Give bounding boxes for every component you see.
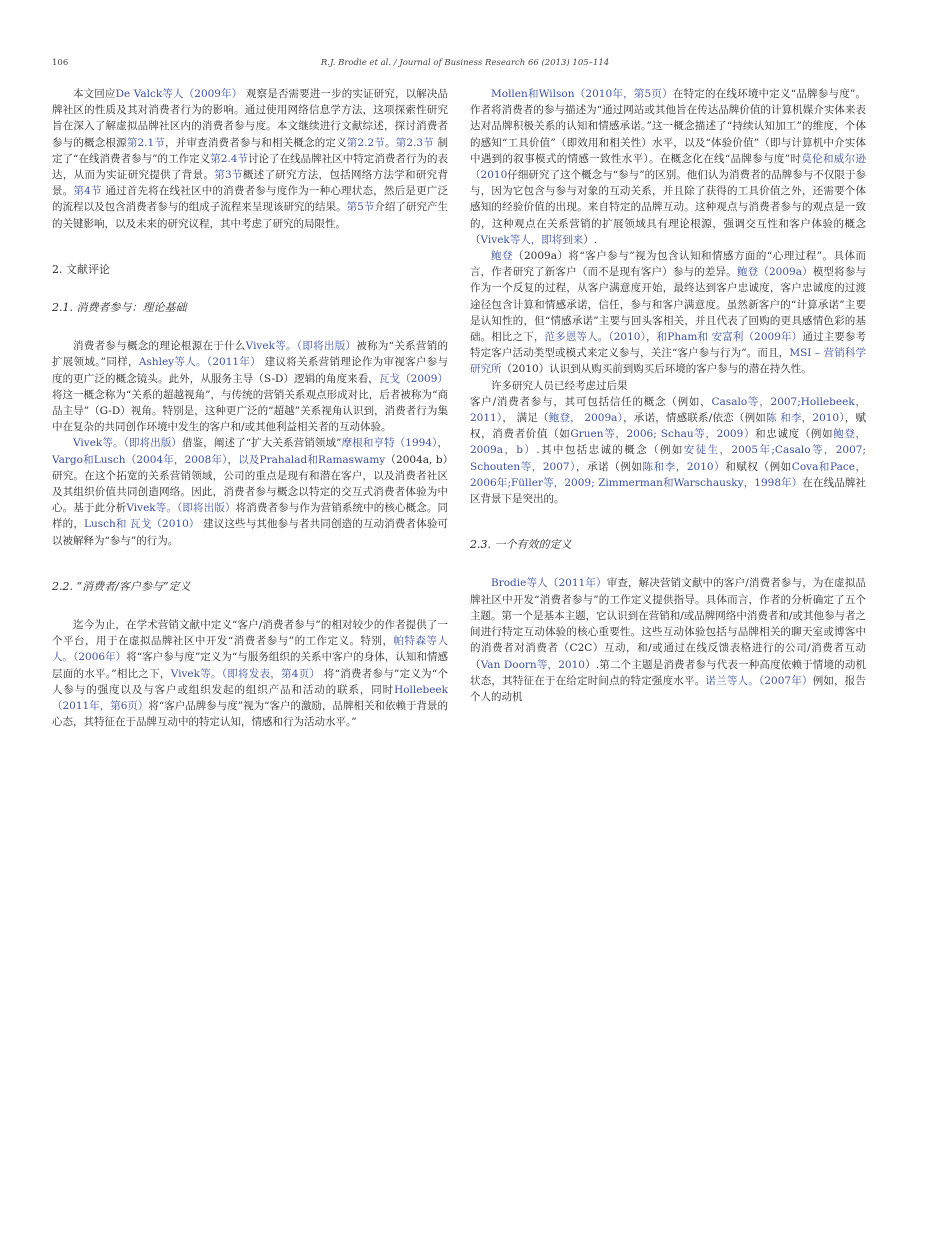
citation-link[interactable]: 第5节 xyxy=(346,201,375,214)
citation-link[interactable]: 莫伦和威尔逊（2010 xyxy=(470,152,866,182)
citation-link[interactable]: 和Pham和 安富利（2009年） xyxy=(656,331,803,344)
text-run: ）.第二个主题是消费者参与代表一种高度依赖于情境的动机状态，其特征在于在给定时间点的特定强度水平。 xyxy=(470,658,867,687)
citation-link[interactable]: 第2.1节 xyxy=(126,136,166,149)
subsection-heading-2-2: 2.2. “消费者/客户参与”定义 xyxy=(52,579,191,593)
citation-link[interactable]: De Valck等人（2009年） xyxy=(115,88,243,100)
text-run: 建议这些与其他参与者共同创造的互动消费者体验可以被解释为“参与”的行为。 xyxy=(52,518,449,547)
text-run: 在特定的在线环境中定义“品牌参与度”。作者将消费者的参与描述为“通过网站或其他旨在传达品牌价值的计算机媒介实体来表达对品牌积极关系的认知和情感承诺。”这一概念描述了“持续认知加工”的维度，个体的感知“工具价值”（即效用和相关性）水平，以及“体验价值”（即与计算机中介实体中遇到的叙事模式的情感一致性水平）。在概念化在线“品牌参与度”时 xyxy=(470,88,866,165)
paragraph-2-1-b xyxy=(52,435,448,548)
citation-link[interactable]: 以及Prahalad和Ramaswamy xyxy=(238,453,386,466)
text-run: 将这一概念称为“关系的超越视角”，与传统的营销关系观点形成对比，后者被称为“商品主导”（G-D）视角。特别是，这种更广泛的“超越”关系视角认识到，消费者行为集中在复杂的共同创作环境中发生的客户和/或其他利益相关者的互动体验。 xyxy=(52,388,448,434)
text-run: 将消费者参与作为营销系统中的核心概念。同样的， xyxy=(52,502,449,531)
citation-link[interactable]: 鲍登（2009a） xyxy=(736,266,813,279)
text-run: 迄今为止，在学术营销文献中定义“客户/消费者参与”的相对较少的作者提供了一个平台，用于在虚拟品牌社区中开发“消费者参与”的工作定义。特别， xyxy=(52,619,448,648)
text-run: 和忠诚度（例如 xyxy=(755,428,834,441)
text-run: 客户/消费者参与，其可包括信任的概念（例如， xyxy=(470,395,712,408)
text-run: 建议将关系营销理论作为审视客户参与度的更广泛的概念镜头。此外，从服务主导（S-D）逻辑的角度来看， xyxy=(52,356,448,385)
citation-link[interactable]: 范多恩等人。（2010） xyxy=(544,331,646,344)
text-run: 和赋权（例如 xyxy=(725,460,792,473)
citation-link[interactable]: 第2.2节 xyxy=(346,136,386,149)
citation-link[interactable]: Lusch和 瓦戈（2010） xyxy=(83,518,200,531)
paragraph-bowden xyxy=(470,248,866,378)
citation-link[interactable]: Vivek等人，即将到来 xyxy=(480,233,584,246)
citation-link[interactable]: Vivek等。（即将出版） xyxy=(245,340,357,353)
text-run: 概述了研究方法，包括网络方法学和研究背景。 xyxy=(52,169,448,198)
citation-link[interactable]: Vivek等。（即将出版） xyxy=(126,502,236,515)
paragraph-consequences-lead: 许多研究人员已经考虑过后果 xyxy=(491,379,628,392)
citation-link[interactable]: Mollen和Wilson（2010年，第5页） xyxy=(491,88,673,100)
text-run: 将“消费者参与”定义为“个人参与的强度以及与客户或组织发起的组织产品和活动的联系，同时 xyxy=(52,667,448,696)
paragraph-2-3 xyxy=(470,575,866,705)
text-run: 审查，解决营销文献中的客户/消费者参与，为在虚拟品牌社区中开发“消费者参与”的工作定义提供指导。具体而言，作者的分析确定了五个主题。第一个是基本主题，它认识到在营销和/或品牌网络中消费者和/或其他参与者之间进行特定互动体验的核心重要性。这些互动体验包括与品牌相关的聊天室或博客中的消费者对消费者（C2C）互动，和/或通过在线反馈表格进行的公司/消费者互动（ xyxy=(470,577,866,671)
citation-link[interactable]: Vivek等。（即将发表，第4页） xyxy=(170,667,321,680)
text-run: 。 xyxy=(385,136,396,149)
citation-link[interactable]: 第2.3节 xyxy=(395,136,434,149)
text-run: （2010）认识到从购买前到购买后环境的客户参与的潜在持久性。 xyxy=(501,363,812,376)
citation-link[interactable]: Hollebeek（2011年，第6页） xyxy=(52,683,448,713)
citation-link[interactable]: 第4节 xyxy=(73,185,102,198)
journal-citation: R.J. Brodie et al. / Journal of Business Research 66 (2013) 105–114 xyxy=(320,58,610,68)
text-run: （2009a）将“客户参与”视为包含认知和情感方面的“心理过程”。具体而言，作者研究了新客户（而不是现有客户）参与的差异。 xyxy=(470,250,867,279)
text-run: ， xyxy=(437,437,448,450)
text-run: 将“客户品牌参与度”视为“客户的激励，品牌相关和依赖于背景的心态，其特征在于品牌互动中的特定认知，情感和行为活动水平。” xyxy=(52,700,449,729)
text-run: ， 满足（ xyxy=(502,412,549,425)
citation-link[interactable]: Gruen等，2006; Schau等，2009） xyxy=(570,428,756,441)
text-run: （2004a, b）研究。在这个拓宽的关系营销领域，公司的重点是现有和潜在客户，以及消费者社区及其组织价值共同创造网络。因此，消费者参与概念以特定的交互式消费者体验为中心。基于此分析 xyxy=(52,453,448,515)
paragraph-2-1-a xyxy=(52,338,448,435)
citation-link[interactable]: 诺兰等人。（2007年） xyxy=(705,674,813,687)
citation-link[interactable]: 摩根和亨特（1994） xyxy=(341,437,438,450)
text-run: ）. xyxy=(583,233,598,246)
text-run: ， xyxy=(646,331,657,344)
paragraph-mollen-wilson xyxy=(470,86,866,248)
text-run: 观察是否需要进一步的实证研究，以解决品牌社区的性质及其对消费者行为的影响。通过使用网络信息学方法，这项探索性研究旨在深入了解虚拟品牌社区内的消费者参与度。本文继续进行文献综述，探讨消费者参与的概念根源 xyxy=(52,88,449,149)
page-header xyxy=(52,58,878,72)
citation-link[interactable]: Vivek等。（即将出版） xyxy=(73,437,183,450)
text-run: 消费者参与概念的理论根源在于什么 xyxy=(73,340,246,353)
paragraph-consequences xyxy=(470,394,866,507)
intro-paragraph xyxy=(52,86,448,232)
citation-link[interactable]: 鲍登， 2009a） xyxy=(548,412,624,425)
citation-link[interactable]: 鲍登 xyxy=(491,250,513,263)
citation-link[interactable]: 陈和李，2010） xyxy=(642,460,726,473)
text-run: ，赋权，消费者价值（如 xyxy=(470,412,866,441)
text-run: 制定了“在线消费者参与”的工作定义 xyxy=(52,136,449,165)
text-run: 例如，报告个人的动机 xyxy=(470,674,867,703)
subsection-heading-2-3: 2.3. 一个有效的定义 xyxy=(470,538,572,552)
citation-link[interactable]: Van Doorn等，2010 xyxy=(480,658,585,671)
text-run: .其中包括忠诚的概念（例如 xyxy=(536,444,684,457)
citation-link[interactable]: 瓦戈（2009） xyxy=(378,372,448,385)
paragraph-2-2 xyxy=(52,617,448,730)
citation-link[interactable]: 鲍登，2009a，b） xyxy=(470,428,867,457)
text-run: ， xyxy=(227,453,239,466)
text-run: 借鉴，阐述了“扩大关系营销领域” xyxy=(182,437,342,450)
text-run: 本文回应 xyxy=(73,88,116,100)
text-run: 模型将参与作为一个反复的过程，从客户满意度开始，最终达到客户忠诚度，客户忠诚度的过渡途径包含计算和情感承诺，信任，参与和客户满意度。虽然新客户的“计算承诺”主要是认知性的，但“情感承诺”主要与回头客相关，并且代表了回购的更具感情色彩的基础。相比之下， xyxy=(470,266,867,344)
citation-link[interactable]: Cova和Pace，2006年;Füller等，2009; Zimmerman和Warschausky，1998年） xyxy=(470,460,867,489)
text-run: 通过主要参考特定客户活动类型或模式来定义参与，关注“客户参与行为”。而且， xyxy=(470,331,867,360)
text-run: 讨论了在线品牌社区中特定消费者行为的表达，从而为实证研究提供了背景。 xyxy=(52,152,449,182)
citation-link[interactable]: 帕特森等人 人。（2006年） xyxy=(52,635,448,664)
right-column xyxy=(470,86,866,705)
citation-link[interactable]: MSI – 营销科学研究所 xyxy=(470,347,866,376)
text-run: 被称为“关系营销的扩展领域。”同样， xyxy=(52,340,449,369)
citation-link[interactable]: 陈 和李，2010） xyxy=(766,412,845,425)
text-run: 仔细研究了这个概念与“参与”的区别。他们认为消费者的品牌参与不仅限于参与，因为它包含与参与对象的互动关系，并且除了获得的工具价值之外，还需要个体感知的经验价值的出现。来自特定的品牌互动。这种观点与消费者参与的观点是一致的，这种观点在关系营销的扩展领域具有理论根源，强调交互性和客户体验的概念（ xyxy=(470,169,866,246)
text-run: ，承诺（例如 xyxy=(576,460,643,473)
citation-link[interactable]: Vargo和Lusch（2004年，2008年） xyxy=(52,453,228,466)
text-run: 介绍了研究产生的关键影响，以及未来的研究议程，其中考虑了研究的局限性。 xyxy=(52,201,449,230)
text-run: 通过首先将在线社区中的消费者参与度作为一种心理状态，然后是更广泛的流程以及包含消费者参与的组成子流程来呈现该研究的结果。 xyxy=(52,185,448,214)
citation-link[interactable]: 安徒生，2005年;Casalo等，2007; Schouten等，2007） xyxy=(470,444,867,473)
left-column xyxy=(52,86,448,731)
text-run: ，并审查消费者参与和相关概念的定义 xyxy=(165,136,347,149)
citation-link[interactable]: 第2.4节 xyxy=(210,152,248,165)
text-run: 将“客户参与度”定义为“与服务组织的关系中客户的身体，认知和情感层面的水平。”相比之下， xyxy=(52,651,448,680)
subsection-heading-2-1: 2.1. 消费者参与：理论基础 xyxy=(52,301,187,315)
citation-link[interactable]: Brodie等人（2011年） xyxy=(491,577,607,590)
citation-link[interactable]: 第3节 xyxy=(214,169,243,182)
citation-link[interactable]: Ashley等人。（2011年） xyxy=(138,356,261,369)
text-run: 在在线品牌社区背景下是突出的。 xyxy=(470,476,866,506)
page-number: 106 xyxy=(52,58,69,68)
citation-link[interactable]: Casalo等，2007;Hollebeek，2011） xyxy=(470,395,866,425)
section-heading-2: 2. 文献评论 xyxy=(52,262,110,276)
text-run: ，承诺，情感联系/依恋（例如 xyxy=(623,412,767,425)
